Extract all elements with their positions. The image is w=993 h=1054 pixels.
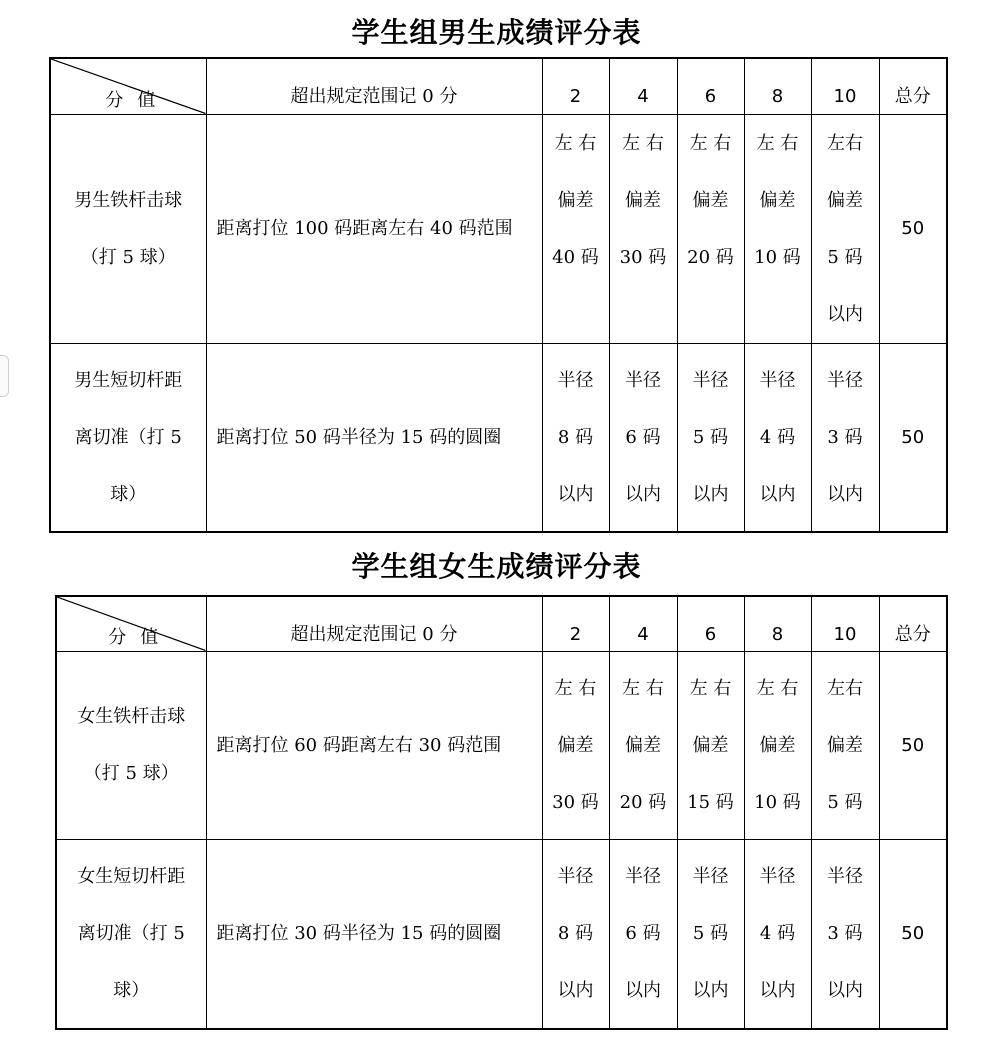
- grade-cell: [744, 839, 811, 1029]
- grade-line: 左 右: [554, 132, 597, 154]
- grade-line: 以内: [759, 483, 796, 505]
- grade-line: 以内: [759, 980, 796, 1002]
- girls-table-title: 学生组女生成绩评分表: [351, 550, 642, 583]
- grade-cell: [542, 651, 609, 839]
- grade-line: 左 右: [756, 677, 799, 699]
- grade-cell: [542, 114, 609, 343]
- grade-line: 30 码: [619, 246, 667, 268]
- grade-cell: [677, 114, 744, 343]
- side-panel-handle[interactable]: [0, 355, 9, 397]
- event-name-line: （打 5 球）: [80, 246, 176, 268]
- grade-cell: [542, 839, 609, 1029]
- table-row: [56, 839, 947, 1029]
- grade-line: 半径: [692, 369, 729, 391]
- grade-line: 5 码: [692, 923, 729, 945]
- grade-line: 半径: [557, 866, 594, 888]
- points-header-label: 分值: [108, 626, 173, 648]
- grade-line: 20 码: [619, 791, 667, 813]
- event-name-line: 离切准（打 5: [74, 426, 182, 448]
- grade-cell: [811, 839, 879, 1029]
- event-name-line: 球）: [110, 483, 147, 505]
- grade-line: 偏差: [625, 734, 661, 756]
- total-score-cell: 50: [879, 651, 947, 839]
- grade-line: 半径: [827, 866, 863, 888]
- grade-line: 左 右: [689, 677, 732, 699]
- grade-cell: [677, 651, 744, 839]
- grade-line: 半径: [625, 866, 661, 888]
- event-name-line: （打 5 球）: [83, 763, 179, 784]
- criterion-header: 超出规定范围记 0 分: [206, 58, 542, 114]
- criterion-header: 超出规定范围记 0 分: [206, 596, 542, 651]
- points-8-header: 8: [744, 596, 811, 651]
- grade-line: 左 右: [554, 677, 597, 699]
- event-name-line: 球）: [113, 980, 150, 1002]
- points-4-header: 4: [609, 58, 677, 114]
- total-header: 总分: [879, 58, 947, 114]
- boys-score-table: [49, 57, 948, 533]
- event-name-cell: [50, 343, 206, 532]
- diagonal-header-cell: [50, 58, 206, 114]
- grade-line: 偏差: [759, 189, 796, 211]
- points-6-header: 6: [677, 596, 744, 651]
- table-header-row: [56, 596, 947, 651]
- total-header: 总分: [879, 596, 947, 651]
- grade-line: 以内: [827, 483, 863, 505]
- boys-table-title: 学生组男生成绩评分表: [351, 16, 642, 49]
- grade-line: 10 码: [754, 791, 801, 813]
- grade-line: 5 码: [827, 791, 863, 813]
- criterion-cell: 距离打位 60 码距离左右 30 码范围: [206, 651, 542, 839]
- table-row: [50, 343, 947, 532]
- grade-line: 6 码: [625, 923, 661, 945]
- grade-line: 以内: [557, 980, 594, 1002]
- grade-line: 40 码: [552, 246, 599, 268]
- girls-score-table: [55, 595, 948, 1030]
- grade-line: 5 码: [692, 426, 729, 448]
- grade-line: 偏差: [557, 189, 594, 211]
- grade-line: 半径: [692, 866, 729, 888]
- grade-line: 以内: [827, 980, 863, 1002]
- grade-cell: [677, 839, 744, 1029]
- grade-line: 左 右: [756, 132, 799, 154]
- grade-line: 偏差: [827, 734, 863, 756]
- points-2-header: 2: [542, 58, 609, 114]
- table-row: [56, 651, 947, 839]
- grade-line: 3 码: [827, 426, 863, 448]
- event-name-line: 女生铁杆击球: [77, 706, 186, 727]
- grade-cell: [609, 343, 677, 532]
- grade-line: 左右: [827, 132, 863, 154]
- grade-cell: [609, 114, 677, 343]
- grade-cell: [609, 651, 677, 839]
- grade-line: 偏差: [625, 189, 661, 211]
- grade-line: 半径: [625, 369, 661, 391]
- grade-cell: [744, 343, 811, 532]
- event-name-cell: [56, 651, 206, 839]
- grade-line: 15 码: [687, 791, 734, 813]
- grade-cell: [609, 839, 677, 1029]
- grade-line: 半径: [827, 369, 863, 391]
- grade-line: 10 码: [754, 246, 801, 268]
- grade-line: 5 码: [827, 246, 863, 268]
- event-name-line: 男生短切杆距: [74, 369, 183, 391]
- grade-cell: [542, 343, 609, 532]
- table-row: [50, 114, 947, 343]
- grade-line: 4 码: [759, 923, 796, 945]
- grade-cell: [744, 114, 811, 343]
- grade-line: 8 码: [557, 923, 594, 945]
- grade-cell: [811, 651, 879, 839]
- event-name-line: 离切准（打 5: [77, 923, 185, 945]
- grade-line: 偏差: [692, 189, 729, 211]
- grade-cell: [811, 343, 879, 532]
- grade-cell: [811, 114, 879, 343]
- criterion-cell: 距离打位 100 码距离左右 40 码范围: [206, 114, 542, 343]
- grade-line: 30 码: [552, 791, 599, 813]
- points-10-header: 10: [811, 58, 879, 114]
- grade-line: 左 右: [689, 132, 732, 154]
- grade-line: 左 右: [622, 677, 664, 699]
- table-header-row: [50, 58, 947, 114]
- grade-cell: [744, 651, 811, 839]
- total-score-cell: 50: [879, 114, 947, 343]
- grade-line: 偏差: [759, 734, 796, 756]
- grade-line: 左右: [827, 677, 863, 699]
- grade-line: 以内: [625, 980, 661, 1002]
- diagonal-header-cell: [56, 596, 206, 651]
- grade-line: 半径: [759, 369, 796, 391]
- grade-line: 以内: [692, 980, 729, 1002]
- event-name-cell: [50, 114, 206, 343]
- grade-line: 半径: [759, 866, 796, 888]
- grade-line: 3 码: [827, 923, 863, 945]
- points-header-label: 分值: [105, 89, 170, 111]
- points-4-header: 4: [609, 596, 677, 651]
- grade-line: 6 码: [625, 426, 661, 448]
- points-6-header: 6: [677, 58, 744, 114]
- event-name-cell: [56, 839, 206, 1029]
- points-10-header: 10: [811, 596, 879, 651]
- event-name-line: 男生铁杆击球: [74, 189, 183, 211]
- total-score-cell: 50: [879, 343, 947, 532]
- grade-line: 4 码: [759, 426, 796, 448]
- grade-line: 以内: [557, 483, 594, 505]
- grade-cell: [677, 343, 744, 532]
- grade-line: 偏差: [827, 189, 863, 211]
- grade-line: 以内: [625, 483, 661, 505]
- grade-line: 左 右: [622, 132, 664, 154]
- grade-line: 以内: [692, 483, 729, 505]
- grade-line: 以内: [827, 303, 863, 325]
- grade-line: 8 码: [557, 426, 594, 448]
- grade-line: 偏差: [692, 734, 729, 756]
- criterion-cell: 距离打位 50 码半径为 15 码的圆圈: [206, 343, 542, 532]
- grade-line: 半径: [557, 369, 594, 391]
- criterion-cell: 距离打位 30 码半径为 15 码的圆圈: [206, 839, 542, 1029]
- total-score-cell: 50: [879, 839, 947, 1029]
- grade-line: 偏差: [557, 734, 594, 756]
- grade-line: 20 码: [687, 246, 734, 268]
- event-name-line: 女生短切杆距: [77, 866, 186, 888]
- points-8-header: 8: [744, 58, 811, 114]
- points-2-header: 2: [542, 596, 609, 651]
